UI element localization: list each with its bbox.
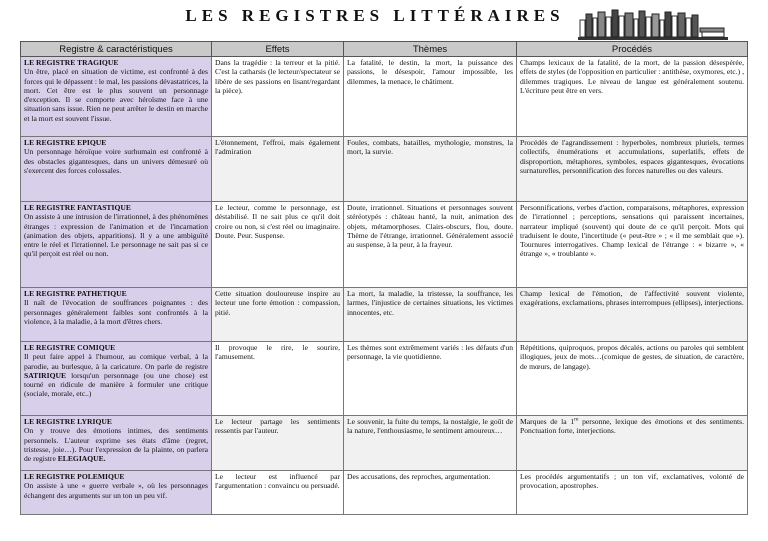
table-row-polemique xyxy=(21,471,748,515)
effets-cell: Le lecteur est influencé par l'argumentation : convaincu ou persuadé. xyxy=(212,471,344,515)
themes-cell: Doute, irrationnel. Situations et personnages souvent stéréotypés : château hanté, la nuit, animation des objets, métamorphoses. Clairs-obscurs, flou, doute. Thème de l'étrange, irrationnel. Généralement associé au suspense, à la peur, à la frayeur. xyxy=(344,202,517,288)
procedes-cell: Champs lexicaux de la fatalité, de la mort, de la passion désespérée, effets de styles (de l'opposition en particulier : antithèse, oxymores, etc.) , dilemmes tragiques. Le niveau de langue est généralement soutenu. L'écriture peut être en vers. xyxy=(517,57,748,137)
register-name: LE REGISTRE FANTASTIQUE xyxy=(24,203,131,212)
procedes-cell: Procédés de l'agrandissement : hyperboles, nombreux pluriels, termes collectifs, énumérations et accumulations, superlatifs, effets de disproportion, métaphores, symboles, espaces gigantesques, évocations surnaturelles, personnification des forces naturelles ou des valeurs. xyxy=(517,137,748,202)
header-procedes: Procédés xyxy=(517,42,748,57)
register-name: LE REGISTRE LYRIQUE xyxy=(24,417,112,426)
register-description: Il naît de l'évocation de souffrances poignantes : des personnages généralement faibles sont confrontés à la violence, à la maladie, à la mort d'êtres chers. xyxy=(24,298,208,326)
register-description: Un personnage héroïque voire surhumain est confronté à des obstacles gigantesques, dans un univers démesuré où s'exercent des forces colossales. xyxy=(24,147,208,175)
procedes-cell: Marques de la 1re personne, lexique des émotions et des sentiments. Ponctuation forte, interjections. xyxy=(517,416,748,471)
header-registre: Registre & caractéristiques xyxy=(21,42,212,57)
register-cell xyxy=(21,57,212,137)
effets-cell: Le lecteur partage les sentiments ressentis par l'auteur. xyxy=(212,416,344,471)
effets-cell: Le lecteur, comme le personnage, est déstabilisé. Il ne sait plus ce qu'il doit croire ou non, si c'est réel ou imaginaire. Doute. Peur. Suspense. xyxy=(212,202,344,288)
procedes-cell: Les procédés argumentatifs ; un ton vif, exclamatives, volonté de provocation, apostrophes. xyxy=(517,471,748,515)
register-description: On assiste à une intrusion de l'irrationnel, à des phénomènes étranges : expression de l'animation et de l'incarnation (animation des objets, apparitions). Il y a une ambiguïté entre le réel et l'irrationnel. Le personnage ne sait pas si ce qu'il perçoit est réel ou non. xyxy=(24,212,208,259)
themes-cell: Des accusations, des reproches, argumentation. xyxy=(344,471,517,515)
themes-cell: Les thèmes sont extrêmement variés : les défauts d'un personnage, la vie quotidienne. xyxy=(344,342,517,416)
register-name: LE REGISTRE POLEMIQUE xyxy=(24,472,125,481)
procedes-cell: Champ lexical de l'émotion, de l'affectivité souvent violente, exagérations, exclamations, phrases interrompues (ellipses), interjections. xyxy=(517,288,748,342)
procedes-cell: Répétitions, quiproquos, propos décalés, actions ou paroles qui semblent illogiques, jeux de mots…(comique de gestes, de situation, de caractère, de mœurs, de langage). xyxy=(517,342,748,416)
register-description: On assiste à une « guerre verbale », où les personnages échangent des arguments sur un ton un peu vif. xyxy=(24,481,208,500)
effets-cell: L'étonnement, l'effroi, mais également l'admiration xyxy=(212,137,344,202)
effets-cell: Cette situation douloureuse inspire au lecteur une forte émotion : compassion, pitié. xyxy=(212,288,344,342)
effets-cell: Dans la tragédie : la terreur et la pitié. C'est la catharsis (le lecteur/spectateur se libère de ses passions en lisant/regardant la pièce). xyxy=(212,57,344,137)
register-cell xyxy=(21,137,212,202)
table-row-pathetique xyxy=(21,288,748,342)
register-name: LE REGISTRE TRAGIQUE xyxy=(24,58,119,67)
register-cell xyxy=(21,471,212,515)
register-description: Un être, placé en situation de victime, est confronté à des forces qui le dépassent : le mal, les passions dévastatrices, la mort. Cet être est le plus souvent un personnage d'exception. Il se comporte avec héroïsme face à une situation sans issue. Rien ne peut arrêter le destin en marche et la mort est souvent l'issue. xyxy=(24,67,208,123)
registers-table xyxy=(20,41,748,515)
table-row-epique xyxy=(21,137,748,202)
register-description: On y trouve des émotions intimes, des sentiments personnels. L'auteur exprime ses états d'âme (regret, tristesse, joie…). Pour l'expression de la plainte, on parlera de registre ELEGIAQUE. xyxy=(24,426,208,464)
elegiaque-term: ELEGIAQUE. xyxy=(57,454,106,464)
register-cell xyxy=(21,416,212,471)
table-row-tragique xyxy=(21,57,748,137)
themes-cell: La fatalité, le destin, la mort, la puissance des passions, le désespoir, l'amour impossible, les dilemmes, la menace, le châtiment. xyxy=(344,57,517,137)
page-title: LES REGISTRES LITTÉRAIRES xyxy=(185,6,565,25)
effets-cell: Il provoque le rire, le sourire, l'amusement. xyxy=(212,342,344,416)
themes-cell: Foules, combats, batailles, mythologie, monstres, la mort, la survie. xyxy=(344,137,517,202)
register-cell xyxy=(21,342,212,416)
table-header-row xyxy=(21,42,748,57)
header-effets: Effets xyxy=(212,42,344,57)
procedes-cell: Personnifications, verbes d'action, comparaisons, métaphores, expression de l'irrationnel ; perceptions, sensations qui paraissent incertaines, narrateur impliqué (souvent) qui doute de ce qu'il perçoit. Mots qui traduisent le doute, l'incertitude (« peut-être » ; « il me semblait que »). Tournures interrogatives. Champ lexical de l'étrange : « bizarre », « étrange », « troublante ». xyxy=(517,202,748,288)
satirique-term: SATIRIQUE xyxy=(24,370,67,380)
bookshelf-icon xyxy=(578,8,728,40)
register-description: Il peut faire appel à l'humour, au comique verbal, à la parodie, au burlesque, à la caricature. On parle de registre SATIRIQUE lorsqu'un personnage (ou une chose) est tourné en ridicule de manière à formuler une critique (sociale, morale, etc..) xyxy=(24,352,208,399)
register-cell xyxy=(21,288,212,342)
register-cell xyxy=(21,202,212,288)
table-row-fantastique xyxy=(21,202,748,288)
table-row-comique xyxy=(21,342,748,416)
header-themes: Thèmes xyxy=(344,42,517,57)
themes-cell: La mort, la maladie, la tristesse, la souffrance, les larmes, l'injustice de certaines situations, les victimes innocentes, etc. xyxy=(344,288,517,342)
table-row-lyrique xyxy=(21,416,748,471)
register-name: LE REGISTRE EPIQUE xyxy=(24,138,107,147)
themes-cell: Le souvenir, la fuite du temps, la nostalgie, le goût de la nature, l'enthousiasme, le sentiment amoureux… xyxy=(344,416,517,471)
register-name: LE REGISTRE PATHETIQUE xyxy=(24,289,127,298)
register-name: LE REGISTRE COMIQUE xyxy=(24,343,116,352)
